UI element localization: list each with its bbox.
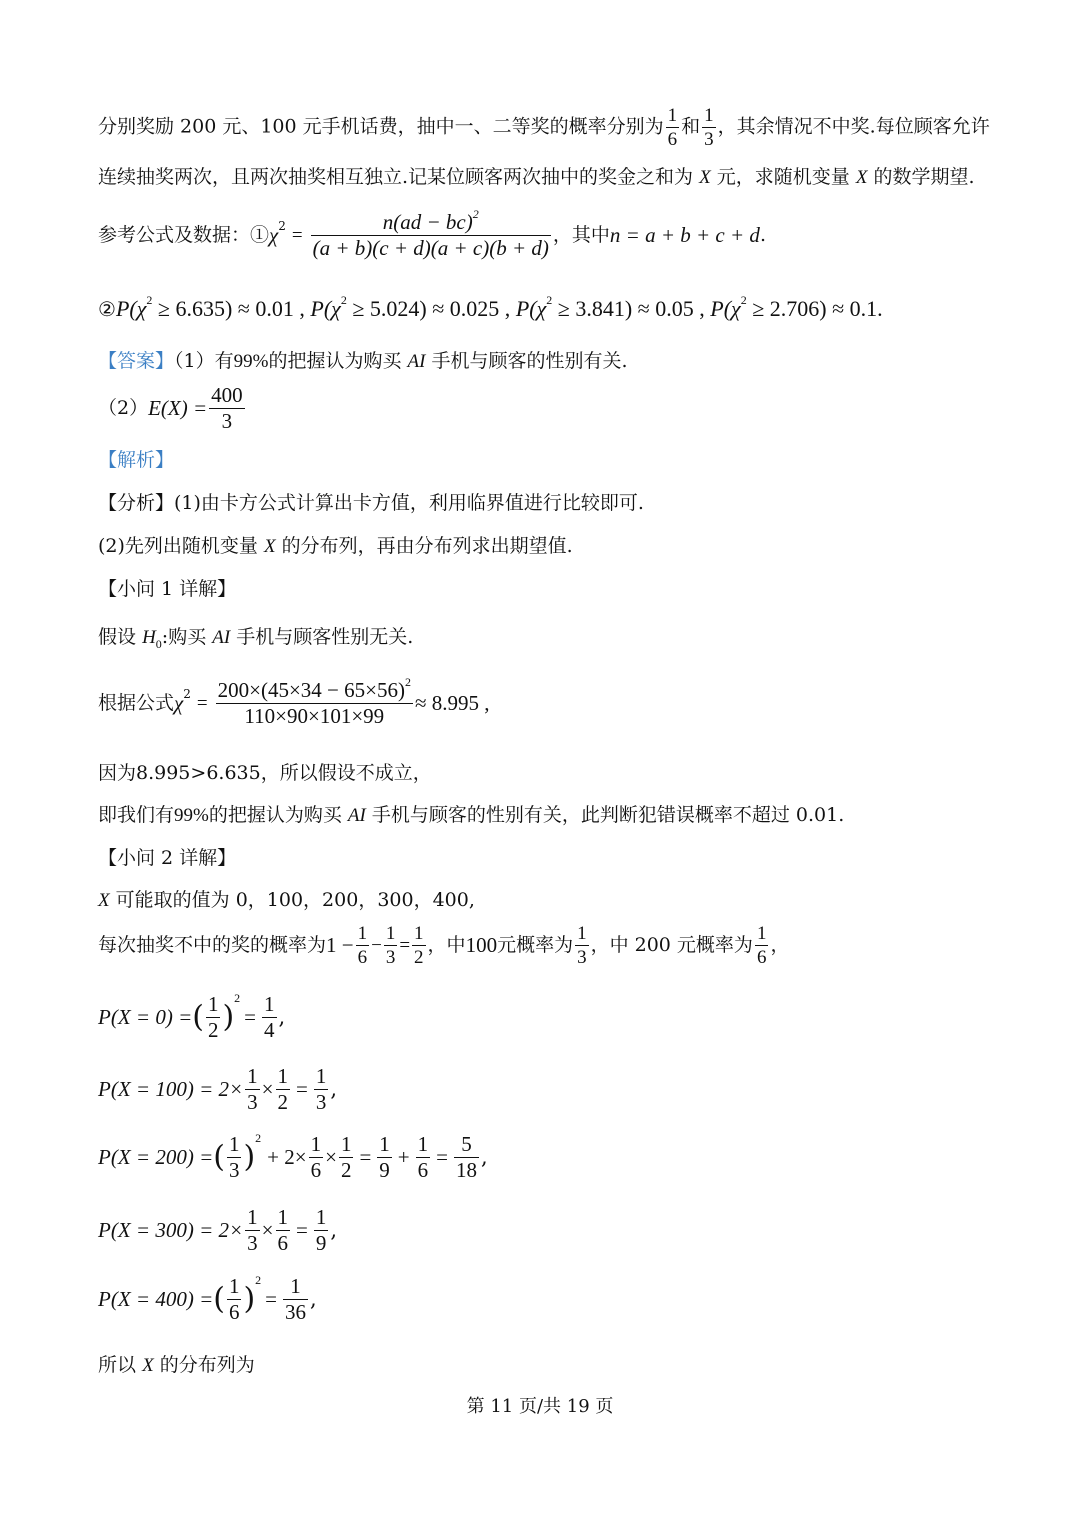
- q2-heading: 【小问 2 详解】: [98, 847, 237, 869]
- paren-close: ): [222, 999, 235, 1035]
- q1-heading: 【小问 1 详解】: [98, 578, 237, 600]
- paren-open: (: [192, 999, 204, 1035]
- prob-x-0: P(X = 0) =( $\frac{1}{2}$ )$^2$= $\frac{1}{4}$ ,: [98, 991, 286, 1042]
- reference-formula: 参考公式及数据：$①\chi^2$ = $\frac{n(ad - bc)^2}{(a + b)(c + d)(a + c)(b + d)}$ ，其中n = a + b + c + d.: [98, 207, 766, 260]
- page-footer: 第 11 页/共 19 页: [466, 1396, 614, 1417]
- chi-square-fraction: $\frac{n(ad - bc)^2}{(a + b)(c + d)(a + c)(b + d)}$: [312, 207, 549, 260]
- analysis-tag: 【解析】: [98, 449, 175, 471]
- comparison: 因为8.995>6.635，所以假设不成立，: [98, 762, 432, 784]
- prob-x-200: P(X = 200) =( $\frac{1}{3}$ )$^2$+ 2× $\frac{1}{6}$ × $\frac{1}{2}$ = $\frac{1}{9}$ + $\frac{1}{6}$ = $\frac{5}{18}$ ,: [98, 1131, 488, 1182]
- answer-tag: 【答案】: [98, 350, 175, 372]
- hypothesis: 假设 $H_0$:购买 AI 手机与顾客性别无关.: [98, 626, 414, 651]
- analysis-line-2: (2)先列出随机变量 X 的分布列，再由分布列求出期望值.: [98, 535, 573, 557]
- text: ，其余情况不中奖.每位顾客允许: [717, 115, 990, 138]
- final-line: 所以 X 的分布列为: [98, 1354, 255, 1376]
- possible-values: X 可能取的值为 0，100，200，300，400,: [98, 889, 475, 911]
- prob-x-300: P(X = 300) = 2× $\frac{1}{3}$ × $\frac{1}{6}$ = $\frac{1}{9}$ ,: [98, 1205, 338, 1255]
- problem-line-2: 连续抽奖两次，且两次抽奖相互独立.记某位顾客两次抽中的奖金之和为 X 元，求随机变量 X 的数学期望.: [98, 166, 975, 188]
- conclusion: 即我们有99%的把握认为购买 AI 手机与顾客的性别有关，此判断犯错误概率不超过 0.01.: [98, 804, 845, 826]
- problem-line-1: [98, 106, 990, 149]
- fraction-1-3: $\frac{1}{3}$: [704, 105, 714, 150]
- analysis-line-1: 【分析】(1)由卡方公式计算出卡方值，利用临界值进行比较即可.: [98, 492, 644, 514]
- prob-x-400: P(X = 400) =( $\frac{1}{6}$ )$^2$= $\frac{1}{36}$ ,: [98, 1273, 317, 1324]
- text: 分别奖励 200 元、100 元手机话费，抽中一、二等奖的概率分别为: [98, 115, 664, 138]
- chi-square-computation: 根据公式$\chi^2$ = $\frac{200\times(45\times 34 - 65\times 56)^2}{110\times 90\times 101\times 99}$ ≈ 8.995 ,: [98, 675, 490, 728]
- prob-x-100: P(X = 100) = 2× $\frac{1}{3}$ × $\frac{1}{2}$ = $\frac{1}{3}$ ,: [98, 1064, 338, 1114]
- reference-data: $②P(\chi^2 \ge 6.635) \approx 0.01$ , $P(\chi^2 \ge 5.024) \approx 0.025$ , $P(\chi^2 \ge 3.841) \approx 0.05$ , $P(\chi^2 \ge 2.706) \approx 0.1$.: [98, 293, 883, 321]
- answer-line-2: （2）E(X) = $\frac{400}{3}$: [98, 383, 243, 433]
- answer-line-1: 【答案】（1）有99%的把握认为购买 AI 手机与顾客的性别有关.: [98, 350, 628, 372]
- text: 和: [681, 115, 701, 138]
- fraction-1-6: $\frac{1}{6}$: [667, 105, 678, 150]
- probability-line: 每次抽奖不中的奖的概率为1 − $\frac{1}{6}$ − $\frac{1}{3}$ = $\frac{1}{2}$ ，中100元概率为 $\frac{1}{3}$ ，中 200 元概率为 $\frac{1}{6}$ ，: [98, 923, 790, 968]
